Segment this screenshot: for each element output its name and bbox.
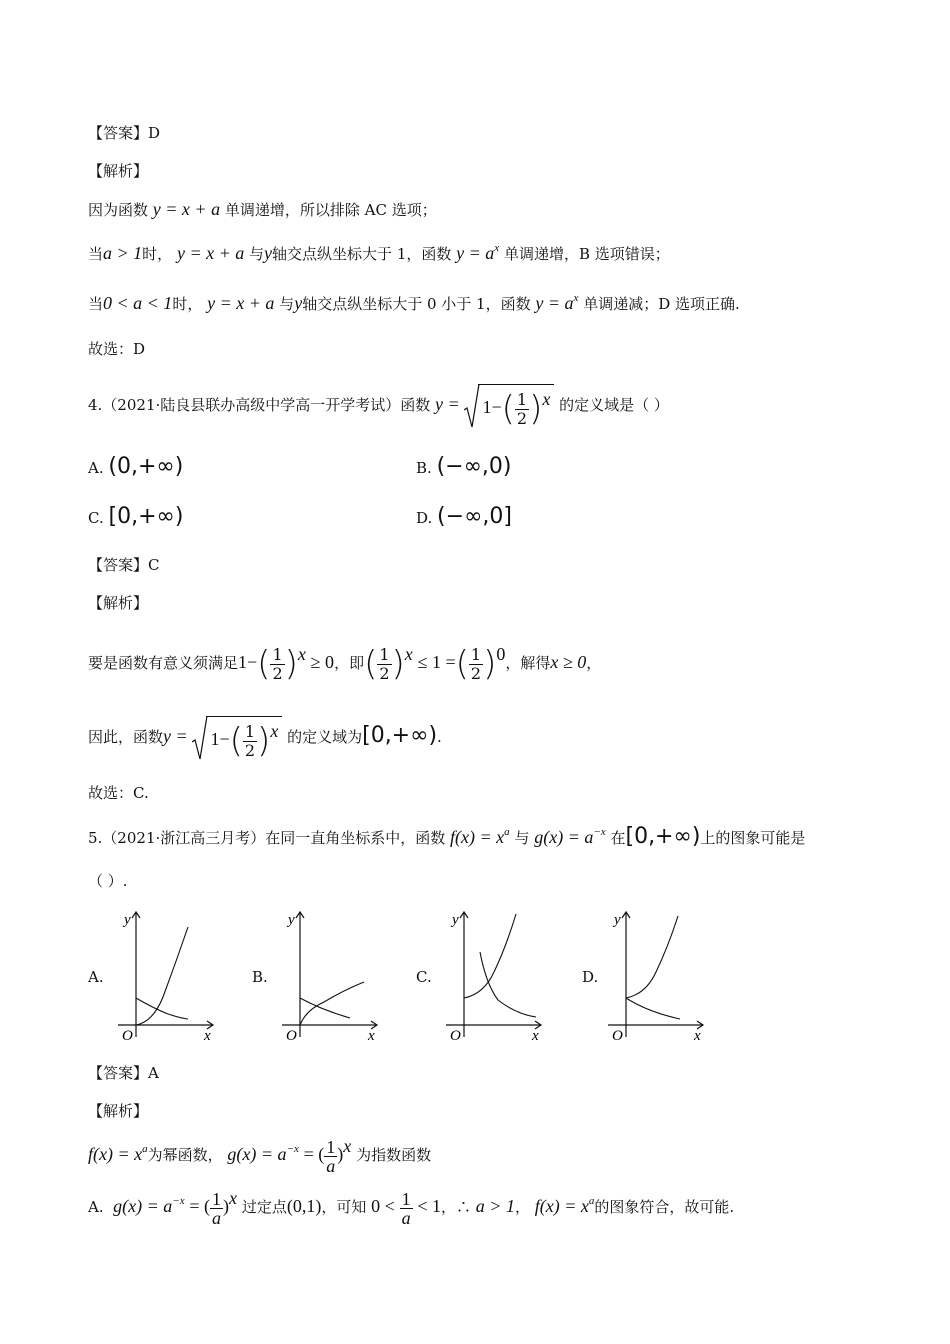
svg-text:x: x	[694, 1028, 701, 1042]
q3-conclusion: 故选：D	[88, 340, 146, 358]
q4-answer: 【答案】C	[88, 556, 160, 574]
math-y: y	[264, 243, 273, 263]
svg-text:y: y	[452, 912, 459, 928]
text: 轴交点纵坐标大于 0 小于 1，函数	[302, 295, 531, 313]
math-expr: y = x + a	[207, 293, 275, 313]
math-expr: y = x + a	[152, 199, 221, 219]
math-expr: $y = a^x$	[535, 292, 579, 313]
svg-text:O: O	[122, 1028, 133, 1042]
text: 与	[279, 295, 295, 313]
svg-text:y: y	[124, 912, 131, 928]
radical-sign	[464, 384, 480, 428]
q5-option-c-label: C.	[416, 968, 432, 986]
q3-analysis-line2	[88, 242, 670, 265]
text: 4.（2021·陆良县联办高级中学高一开学考试）函数	[88, 396, 431, 414]
svg-text:x: x	[368, 1028, 375, 1042]
radical-sign	[192, 716, 208, 760]
q5-option-d-label: D.	[582, 968, 599, 986]
q5-graph-a	[108, 902, 228, 1042]
svg-text:O: O	[612, 1028, 623, 1042]
q4-analysis-title: 【解析】	[88, 594, 149, 612]
text: 时，	[172, 295, 203, 313]
text: 当	[88, 245, 104, 263]
math-g: $g(x) = a^{-x}$	[534, 826, 606, 847]
math-y: y	[294, 293, 303, 313]
q5-option-b-label: B.	[252, 968, 268, 986]
q4-option-b: B. (−∞,0)	[416, 454, 512, 479]
svg-text:y: y	[288, 912, 295, 928]
q3-analysis-title: 【解析】	[88, 162, 149, 180]
text: 与	[249, 245, 265, 263]
q5-analysis-line2: A. $g(x) = a^{-x}$ = ( $\frac{1}{a}$ )$^x$ 过定点(0,1)，可知 0 < $\frac{1}{a}$ < 1，∴ a > 1， $f(x) = x^a$的图象符合，故可能.	[88, 1188, 735, 1228]
q4-analysis-line1: 要是函数有意义须满足1−( $\frac{1}{2}$ )$^x$ ≥ 0，即( $\frac{1}{2}$ )$^x$ ≤ 1 =( $\frac{1}{2}$ )$^0$，解得x ≥ 0，	[88, 644, 602, 684]
svg-text:x: x	[532, 1028, 539, 1042]
q5-option-a-label: A.	[88, 968, 104, 986]
math-expr: y = x + a	[176, 243, 245, 263]
sqrt-expr: 1−( $\frac{1}{2}$ )$^x$	[464, 384, 554, 428]
text: 时，	[142, 245, 173, 263]
svg-text:y: y	[614, 912, 621, 928]
q3-analysis-line1	[88, 198, 437, 221]
text: 轴交点纵坐标大于 1，函数	[272, 245, 452, 263]
q5-graph-c	[436, 902, 556, 1042]
q4-option-a: A. (0,+∞)	[88, 454, 184, 479]
text: 单调递增，B 选项错误；	[503, 245, 670, 263]
text: 因为函数	[88, 201, 149, 219]
math-g: $g(x) = a^{-x}$	[227, 1143, 299, 1164]
text: 单调递增，所以排除 AC 选项；	[224, 201, 437, 219]
q5-graph-b	[272, 902, 392, 1042]
text: 单调递减；D 选项正确.	[583, 295, 740, 313]
sqrt-expr: 1−( $\frac{1}{2}$ )$^x$	[192, 716, 282, 760]
q4-stem	[88, 384, 669, 428]
math-f: $f(x) = x^a$	[534, 1195, 595, 1216]
svg-text:O: O	[450, 1028, 461, 1042]
svg-text:O: O	[286, 1028, 297, 1042]
math-g: $g(x) = a^{-x}$	[113, 1195, 185, 1216]
q5-stem: 5.（2021·浙江高三月考）在同一直角坐标系中，函数 $f(x) = x^a$ 与 $g(x) = a^{-x}$ 在[0,+∞)上的图象可能是	[88, 824, 806, 849]
math-f: $f(x) = x^a$	[450, 826, 510, 847]
math-f: $f(x) = x^a$	[88, 1143, 148, 1164]
svg-text:x: x	[204, 1028, 211, 1042]
q5-graph-d	[598, 902, 718, 1042]
math-y: y =	[435, 394, 460, 414]
math-expr: $y = a^x$	[456, 242, 500, 263]
q4-option-c: C. [0,+∞)	[88, 504, 184, 529]
q4-conclusion: 故选：C.	[88, 784, 149, 802]
q3-analysis-line3	[88, 292, 740, 315]
text: 的定义域是（ ）	[559, 396, 669, 414]
math-cond: a > 1	[103, 243, 143, 263]
q5-stem-line2: （ ）.	[88, 872, 128, 890]
q5-answer: 【答案】A	[88, 1064, 159, 1082]
q4-option-d: D. (−∞,0]	[416, 504, 512, 529]
math-cond: 0 < a < 1	[103, 293, 173, 313]
q3-answer: 【答案】D	[88, 124, 161, 142]
text: 当	[88, 295, 104, 313]
q5-analysis-line1: $f(x) = x^a$为幂函数， $g(x) = a^{-x}$ = ( $\frac{1}{a}$ )$^x$ 为指数函数	[88, 1136, 432, 1176]
q5-analysis-title: 【解析】	[88, 1102, 149, 1120]
q4-analysis-line2: 因此，函数y = 1−( $\frac{1}{2}$ )$^x$ 的定义域为[0,+∞).	[88, 716, 442, 760]
